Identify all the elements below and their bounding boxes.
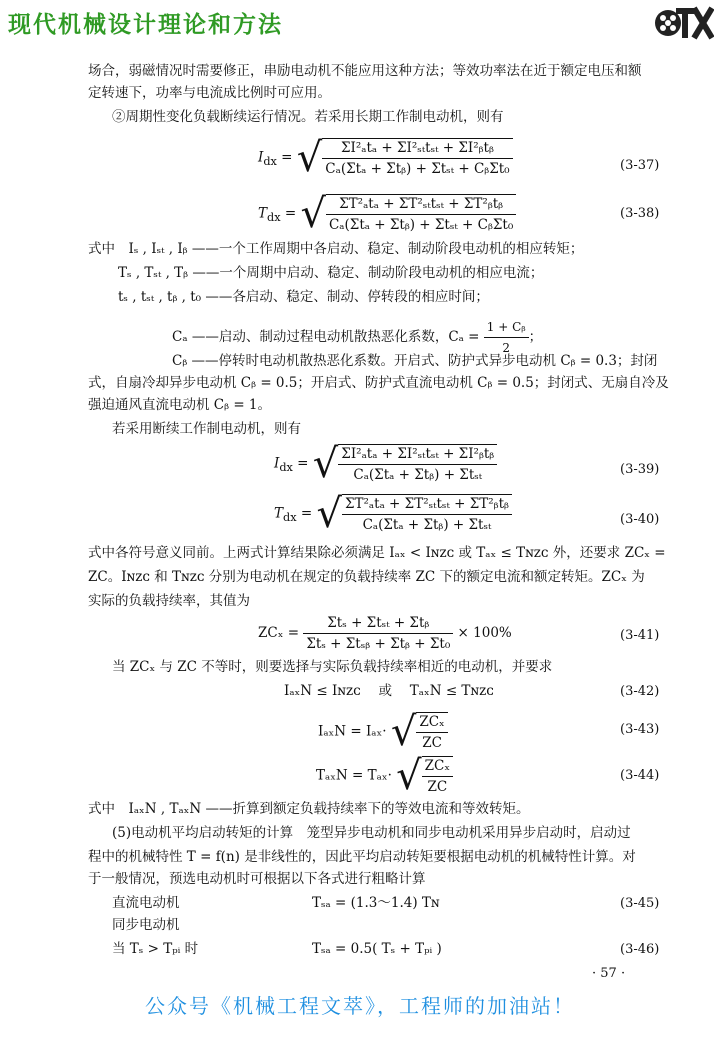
- definition-line: 式中 IₐₓN , TₐₓN ——折算到额定负载持续率下的等效电流和等效转矩。: [88, 801, 530, 817]
- definition-line: Cᵦ ——停转时电动机散热恶化系数。开启式、防护式异步电动机 Cᵦ = 0.3；封闭: [172, 353, 658, 369]
- definition-line: Cₐ ——启动、制动过程电动机散热恶化系数，Cₐ = $\frac{\text{1 + Cᵦ}}{2}$ ；: [172, 320, 543, 355]
- equation-number: (3-38): [620, 206, 660, 221]
- row-label: 当 Tₛ > Tₚᵢ 时: [112, 941, 199, 957]
- paragraph-line: ②周期性变化负载断续运行情况。若采用长期工作制电动机，则有: [112, 109, 504, 125]
- equation-number: (3-40): [620, 512, 660, 527]
- definition-line: 式，自扇冷却异步电动机 Cᵦ = 0.5；开启式、防护式直流电动机 Cᵦ = 0.5；封闭式、无扇自冷及: [88, 375, 669, 391]
- equation-number: (3-43): [620, 722, 660, 737]
- paragraph-line: 场合，弱磁情况时需要修正，串励电动机不能应用这种方法；等效功率法在近于额定电压和额: [88, 63, 642, 79]
- paragraph-line: (5)电动机平均启动转矩的计算 笼型异步电动机和同步电动机采用异步启动时，启动过: [112, 825, 631, 841]
- book-logo-icon: [652, 2, 714, 44]
- equation-number: (3-45): [620, 896, 660, 911]
- equation-3-40: $T_{dx}$ = √ $\frac{\text{ΣT²ₐtₐ + ΣT²ₛₜtₛₜ + ΣT²ᵦtᵦ}}{\text{Cₐ(Σtₐ + Σtᵦ) + Σtₛₜ}}$: [274, 494, 512, 534]
- equation-3-42: IₐₓN ≤ Iɴᴢᴄ 或 TₐₓN ≤ Tɴᴢᴄ: [284, 683, 494, 699]
- equation-3-41: ZCₓ = $\frac{\text{Σtₛ + Σtₛₜ + Σtᵦ}}{\text{Σtₛ + Σtₛᵦ + Σtᵦ + Σt₀}}$ × 100%: [258, 615, 512, 652]
- paragraph-line: 若采用断续工作制电动机，则有: [112, 421, 301, 437]
- equation-3-44: TₐₓN = Tₐₓ· √ $\frac{\text{ZCₓ}}{ZC}$: [316, 756, 453, 796]
- equation-number: (3-41): [620, 628, 660, 643]
- row-label: 同步电动机: [112, 917, 180, 933]
- book-title: 现代机械设计理论和方法: [8, 12, 283, 38]
- footer-banner: 公众号《机械工程文萃》，工程师的加油站！: [145, 994, 575, 1018]
- equation-number: (3-46): [620, 942, 660, 957]
- row-label: 直流电动机: [112, 895, 180, 911]
- equation-number: (3-42): [620, 684, 660, 699]
- equation-3-38: $T_{dx}$ = √ $\frac{\text{ΣT²ₐtₐ + ΣT²ₛₜtₛₜ + ΣT²ᵦtᵦ}}{\text{Cₐ(Σtₐ + Σtᵦ) + Σtₛₜ + CᵦΣt₀}}$: [258, 194, 516, 234]
- definition-line: 强迫通风直流电动机 Cᵦ = 1。: [88, 397, 272, 413]
- equation-3-46: Tₛₐ = 0.5( Tₛ + Tₚᵢ ): [312, 941, 442, 957]
- definition-line: tₛ , tₛₜ , tᵦ , t₀ ——各启动、稳定、制动、停转段的相应时间；: [118, 289, 489, 305]
- equation-number: (3-39): [620, 462, 660, 477]
- equation-3-45: Tₛₐ = (1.3～1.4) Tɴ: [312, 895, 440, 911]
- equation-3-37: $I_{dx}$ = √ $\frac{\text{ΣI²ₐtₐ + ΣI²ₛₜtₛₜ + ΣI²ᵦtᵦ}}{\text{Cₐ(Σtₐ + Σtᵦ) + Σtₛₜ + CᵦΣt₀}}$: [258, 138, 513, 178]
- equation-3-43: IₐₓN = Iₐₓ· √ $\frac{\text{ZCₓ}}{ZC}$: [318, 712, 448, 752]
- paragraph-line: 式中各符号意义同前。上两式计算结果除必须满足 Iₐₓ < Iɴᴢᴄ 或 Tₐₓ ≤ Tɴᴢᴄ 外，还要求 ZCₓ =: [88, 545, 666, 561]
- paragraph-line: 定转速下，功率与电流成比例时可应用。: [88, 85, 331, 101]
- paragraph-line: 实际的负载持续率，其值为: [88, 593, 250, 609]
- definition-line: 式中 Iₛ , Iₛₜ , Iᵦ ——一个工作周期中各启动、稳定、制动阶段电动机的相应转矩；: [88, 241, 584, 257]
- equation-number: (3-37): [620, 158, 660, 173]
- page-header: [0, 0, 720, 44]
- paragraph-line: 当 ZCₓ 与 ZC 不等时，则要选择与实际负载持续率相近的电动机，并要求: [112, 659, 553, 675]
- equation-number: (3-44): [620, 768, 660, 783]
- paragraph-line: 于一般情况，预选电动机时可根据以下各式进行粗略计算: [88, 871, 426, 887]
- page-number: · 57 ·: [592, 966, 626, 981]
- equation-3-39: $I_{dx}$ = √ $\frac{\text{ΣI²ₐtₐ + ΣI²ₛₜtₛₜ + ΣI²ᵦtᵦ}}{\text{Cₐ(Σtₐ + Σtᵦ) + Σtₛₜ}}$: [274, 444, 497, 484]
- paragraph-line: 程中的机械特性 T = f(n) 是非线性的，因此平均启动转矩要根据电动机的机械特性计算。对: [88, 849, 636, 865]
- definition-line: Tₛ , Tₛₜ , Tᵦ ——一个周期中启动、稳定、制动阶段电动机的相应电流；: [118, 265, 544, 281]
- paragraph-line: ZC。Iɴᴢᴄ 和 Tɴᴢᴄ 分别为电动机在规定的负载持续率 ZC 下的额定电流和额定转矩。ZCₓ 为: [88, 569, 645, 585]
